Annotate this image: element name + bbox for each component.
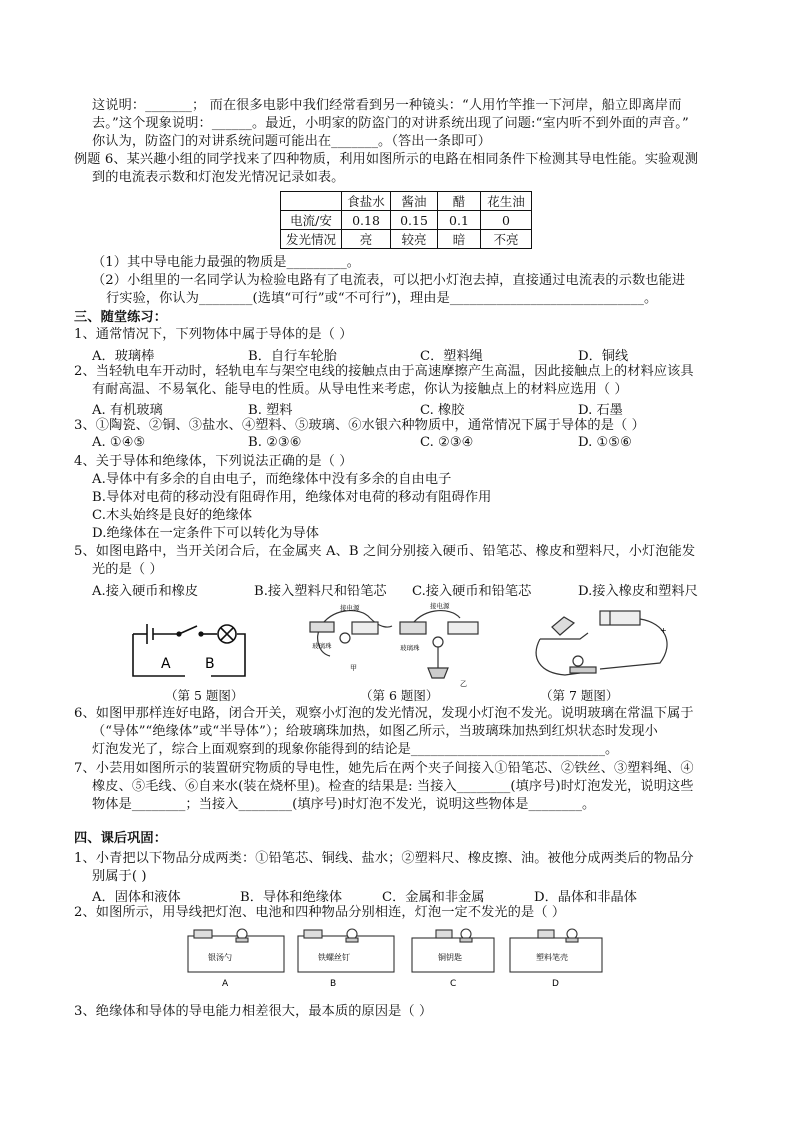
item-label: 塑料笔壳 bbox=[536, 953, 568, 962]
fig6-label: 接电源 bbox=[430, 602, 450, 610]
option-letter: B bbox=[330, 979, 337, 989]
option: B. ②③⑥ bbox=[248, 435, 302, 450]
example-6-line: 例题 6、某兴趣小组的同学找来了四种物质，利用如图所示的电路在相同条件下检测其导电性能。实验观测 bbox=[74, 152, 699, 167]
homework-3: 3、绝缘体和导体的导电能力相差很大，最本质的原因是（ ） bbox=[74, 1004, 433, 1019]
option: C. ②③④ bbox=[420, 435, 474, 450]
option: A．固体和液体 bbox=[92, 890, 181, 905]
option: A.接入硬币和橡皮 bbox=[92, 584, 199, 599]
text-line: 光的是（ ） bbox=[92, 562, 163, 577]
table-cell: 0.15 bbox=[391, 211, 438, 230]
figure-caption: （第 7 题图） bbox=[540, 688, 619, 703]
question-3: 3、①陶瓷、②铜、③盐水、④塑料、⑤玻璃、⑥水银六种物质中，通常情况下属于导体的是（ ） bbox=[74, 418, 645, 433]
option: B. 塑料 bbox=[248, 403, 293, 418]
option: D. 石墨 bbox=[578, 403, 623, 418]
option: D.绝缘体在一定条件下可以转化为导体 bbox=[92, 526, 320, 541]
option: C. 橡胶 bbox=[420, 403, 465, 418]
text-line: 你认为，防盗门的对讲系统问题可能出在_______。（答出一条即可） bbox=[92, 134, 492, 149]
table-cell: 亮 bbox=[342, 230, 391, 249]
option: C.木头始终是良好的绝缘体 bbox=[92, 508, 253, 523]
text-line: 物体是________；当接入________(填序号)时灯泡不发光，说明这些物体是________。 bbox=[92, 797, 596, 812]
item-label: 铜钥匙 bbox=[438, 953, 462, 962]
text-line: 去。”这个现象说明：______。最近，小明家的防盗门的对讲系统出现了问题:“室内听不到外面的声音。” bbox=[92, 116, 689, 131]
table-row bbox=[281, 211, 532, 230]
question-7: 7、小芸用如图所示的装置研究物质的导电性，她先后在两个夹子间接入①铅笔芯、②铁丝、③塑料绳、④ bbox=[74, 761, 694, 776]
option-letter: A bbox=[222, 979, 229, 989]
option: C.接入硬币和铅笔芯 bbox=[412, 584, 532, 599]
table-cell: 较亮 bbox=[391, 230, 438, 249]
table-cell: 0 bbox=[481, 211, 532, 230]
conductivity-table bbox=[280, 191, 532, 249]
option: B．导体和绝缘体 bbox=[240, 890, 343, 905]
table-cell: 酱油 bbox=[391, 192, 438, 211]
option-letter: C bbox=[450, 979, 457, 989]
text-line: 这说明：_______； 而在很多电影中我们经常看到另一种镜头：“人用竹竿推一下河岸，船立即离岸而 bbox=[92, 98, 682, 113]
figure-caption: （第 6 题图） bbox=[360, 688, 439, 703]
table-cell: 0.1 bbox=[438, 211, 481, 230]
question-6: 6、如图甲那样连好电路，闭合开关，观察小灯泡的发光情况，发现小灯泡不发光。说明玻璃在常温下属于 bbox=[74, 706, 694, 721]
fig6-label: 玻璃珠 bbox=[312, 642, 332, 650]
figure-caption: （第 5 题图） bbox=[165, 688, 244, 703]
option: D．晶体和非晶体 bbox=[534, 890, 637, 905]
option: D. ①⑤⑥ bbox=[578, 435, 632, 450]
option: D．铜线 bbox=[578, 349, 629, 364]
figure-5-circuit bbox=[125, 606, 260, 684]
table-cell bbox=[281, 192, 342, 211]
item-label: 银汤勺 bbox=[208, 953, 232, 962]
question-2: 2、当轻轨电车开动时，轻轨电车与架空电线的接触点由于高速摩擦产生高温，因此接触点上的材料应该具 bbox=[74, 364, 694, 379]
table-cell: 醋 bbox=[438, 192, 481, 211]
fig6-label: 乙 bbox=[460, 680, 467, 688]
homework-2: 2、如图所示，用导线把灯泡、电池和四种物品分别相连，灯泡一定不发光的是（ ） bbox=[74, 905, 566, 920]
figure-7-circuit bbox=[530, 603, 680, 685]
plus-sign: + bbox=[660, 626, 667, 635]
text-line: 灯泡发光了，综合上面观察到的现象你能得到的结论是_____________________________。 bbox=[92, 742, 619, 757]
table-cell: 花生油 bbox=[481, 192, 532, 211]
option: C．塑料绳 bbox=[420, 349, 483, 364]
option-letter: D bbox=[552, 979, 559, 989]
option: D.接入橡皮和塑料尺 bbox=[578, 584, 698, 599]
text-line: （1）其中导电能力最强的物质是_________。 bbox=[92, 255, 361, 270]
text-line: 别属于( ) bbox=[92, 869, 147, 884]
question-1: 1、通常情况下，下列物体中属于导体的是（ ） bbox=[74, 327, 353, 342]
option: C．金属和非金属 bbox=[382, 890, 485, 905]
option: B.接入塑料尺和铅笔芯 bbox=[254, 584, 387, 599]
terminal-a-label: A bbox=[161, 656, 171, 672]
table-row bbox=[281, 230, 532, 249]
text-line: 橡皮、⑤毛线、⑥自来水(装在烧杯里)。检查的结果是: 当接入________(填序号)时灯泡发光，说明这些 bbox=[92, 779, 694, 794]
fig6-label: 玻璃珠 bbox=[400, 644, 420, 652]
section-heading: 三、随堂练习： bbox=[74, 310, 168, 325]
figure-6-circuit bbox=[300, 598, 500, 690]
table-cell: 发光情况 bbox=[281, 230, 342, 249]
fig6-label: 接电源 bbox=[340, 604, 360, 612]
item-label: 铁螺丝钉 bbox=[318, 953, 350, 962]
option: B.导体对电荷的移动没有阻碍作用，绝缘体对电荷的移动有阻碍作用 bbox=[92, 490, 492, 505]
table-row bbox=[281, 192, 532, 211]
fig6-label: 甲 bbox=[350, 664, 357, 672]
text-line: （“导体”“绝缘体”或“半导体”）；给玻璃珠加热，如图乙所示，当玻璃珠加热到红炽状态时发现小 bbox=[92, 724, 658, 739]
terminal-b-label: B bbox=[205, 656, 215, 672]
question-4: 4、关于导体和绝缘体，下列说法正确的是（ ） bbox=[74, 454, 353, 469]
option: A．玻璃棒 bbox=[92, 349, 155, 364]
table-cell: 电流/安 bbox=[281, 211, 342, 230]
option: A. ①④⑤ bbox=[92, 435, 146, 450]
homework-2-figures bbox=[180, 924, 610, 990]
text-line: （2）小组里的一名同学认为检验电路有了电流表，可以把小灯泡去掉，直接通过电流表的示数也能进 bbox=[92, 273, 686, 288]
table-cell: 食盐水 bbox=[342, 192, 391, 211]
option: B．自行车轮胎 bbox=[248, 349, 337, 364]
text-line: 行实验，你认为________(选填“可行”或“不可行”)，理由是_____________________________。 bbox=[106, 291, 658, 306]
question-5: 5、如图电路中，当开关闭合后，在金属夹 A、B 之间分别接入硬币、铅笔芯、橡皮和塑料尺，小灯泡能发 bbox=[74, 544, 696, 559]
option: A.导体中有多余的自由电子，而绝缘体中没有多余的自由电子 bbox=[92, 472, 452, 487]
homework-1: 1、小青把以下物品分成两类：①铅笔芯、铜线、盐水；②塑料尺、橡皮擦、油。被他分成两类后的物品分 bbox=[74, 851, 694, 866]
table-cell: 暗 bbox=[438, 230, 481, 249]
section-heading: 四、课后巩固： bbox=[74, 831, 168, 846]
text-line: 到的电流表示数和灯泡发光情况记录如表。 bbox=[92, 170, 345, 185]
table-cell: 不亮 bbox=[481, 230, 532, 249]
text-line: 有耐高温、不易氧化、能导电的性质。从导电性来考虑，你认为接触点上的材料应选用（ ） bbox=[92, 382, 628, 397]
table-cell: 0.18 bbox=[342, 211, 391, 230]
option: A. 有机玻璃 bbox=[92, 403, 163, 418]
